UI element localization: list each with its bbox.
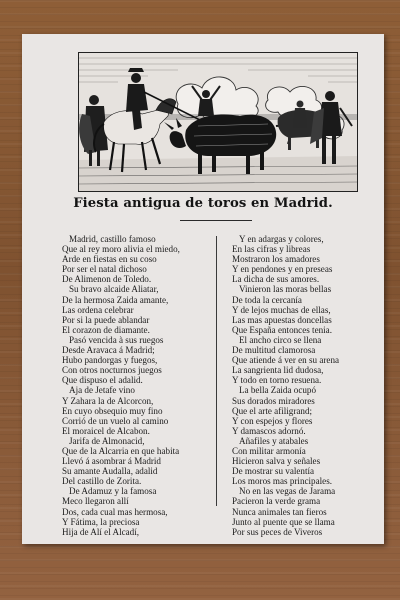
- poem-line: Hubo pandorgas y fuegos,: [62, 355, 158, 366]
- poem-line: En cuyo obsequio muy fino: [62, 405, 163, 416]
- poem-column-left: [62, 234, 180, 537]
- poem-line: Y en pendones y en preseas: [232, 264, 333, 275]
- poem-line: Llevó á asombrar á Madrid: [62, 456, 161, 467]
- poem-line: Vinieron las moras bellas: [239, 284, 332, 295]
- poem-line: Junto al puente que se llama: [232, 516, 335, 527]
- poem-line: No en las vegas de Jarama: [239, 486, 336, 497]
- poem-line: En las cifras y libreas: [232, 244, 311, 255]
- title-underline: [180, 220, 252, 221]
- poem-line: Mostraron los amadores: [232, 254, 320, 265]
- poem-line: El ancho circo se llena: [239, 334, 322, 345]
- poem-line: Pacieron la verde grama: [232, 496, 321, 507]
- poem-line: Su amante Audalla, adalid: [62, 466, 158, 477]
- poem-line: Hicieron salva y señales: [232, 456, 321, 467]
- poem-line: Por si la puede ablandar: [62, 314, 150, 325]
- poem-line: Su bravo alcaide Aliatar,: [69, 284, 159, 295]
- poem-line: De Adamuz y la famosa: [69, 486, 157, 497]
- poem-line: Las mas apuestas doncellas: [232, 314, 332, 325]
- poem-line: Que España entonces tenia.: [232, 324, 332, 335]
- poem-line: De mostrar su valentía: [232, 466, 315, 477]
- poem-column-right: [232, 234, 339, 537]
- poem-line: La bella Zaida ocupó: [239, 385, 317, 396]
- poem-line: Desde Aravaca á Madrid;: [62, 345, 155, 356]
- poem-line: Aja de Jetafe vino: [69, 385, 135, 396]
- poem-line: Con militar armonía: [232, 445, 306, 456]
- poem-line: El corazon de diamante.: [62, 324, 150, 335]
- poem-line: Sus dorados miradores: [232, 395, 315, 406]
- poem-line: Del castillo de Zorita.: [62, 476, 142, 487]
- column-divider: [216, 236, 217, 506]
- poem-line: Jarifa de Almonacid,: [69, 435, 145, 446]
- poem-line: Que al rey moro alivia el miedo,: [62, 244, 180, 255]
- poem-line: Que el arte afiligrand;: [232, 405, 313, 416]
- bullfight-woodcut-icon: [78, 52, 358, 192]
- poem-line: Dos, cada cual mas hermosa,: [62, 506, 168, 517]
- poem-line: Los moros mas principales.: [232, 476, 333, 487]
- poem-line: Hija de Alí el Alcadí,: [62, 526, 140, 537]
- poem-line: Y Zahara la de Alcorcon,: [62, 395, 154, 406]
- broadsheet-page: [22, 34, 384, 544]
- poem-line: La dicha de sus amores.: [232, 274, 320, 285]
- poem-line: El moraicel de Alcabon.: [62, 425, 150, 436]
- poem-line: Por sus peces de Viveros: [232, 526, 323, 537]
- poem-line: Con otros nocturnos juegos: [62, 365, 162, 376]
- poem-line: De Alimenon de Toledo.: [62, 274, 152, 285]
- poem-line: De toda la cercanía: [232, 294, 302, 305]
- poem-line: Que de la Alcarria en que habita: [62, 445, 180, 456]
- poem-line: Nunca animales tan fieros: [232, 506, 327, 517]
- poem-line: Por ser el natal dichoso: [62, 264, 147, 275]
- poem-line: Y damascos adornó.: [232, 425, 306, 436]
- poem-line: Y todo en torno resuena.: [232, 375, 322, 386]
- poem-line: Las ordena celebrar: [62, 304, 134, 315]
- poem-line: Que atiende á ver en su arena: [232, 355, 340, 366]
- poem-line: Meco llegaron allí: [62, 496, 129, 507]
- poem-line: Madrid, castillo famoso: [69, 234, 156, 244]
- poem-line: Que dispuso el adalid.: [62, 375, 143, 386]
- poem-line: Y en adargas y colores,: [239, 234, 324, 244]
- poem-line: La sangrienta lid dudosa,: [232, 365, 324, 376]
- poem-line: Pasó vencida à sus ruegos: [69, 334, 164, 345]
- poem-line: Y de lejos muchas de ellas,: [232, 304, 331, 315]
- poem-line: Arde en fiestas en su coso: [62, 254, 157, 265]
- poem-line: De multitud clamorosa: [232, 345, 316, 356]
- poem-line: De la hermosa Zaida amante,: [62, 294, 169, 305]
- poem-line: Añafiles y atabales: [239, 435, 309, 446]
- page-title: Fiesta antigua de toros en Madrid.: [73, 196, 333, 211]
- poem-line: Corrió de un vuelo al camino: [62, 415, 169, 426]
- poem-line: Y con espejos y flores: [232, 415, 313, 426]
- poem-line: Y Fátima, la preciosa: [62, 516, 140, 527]
